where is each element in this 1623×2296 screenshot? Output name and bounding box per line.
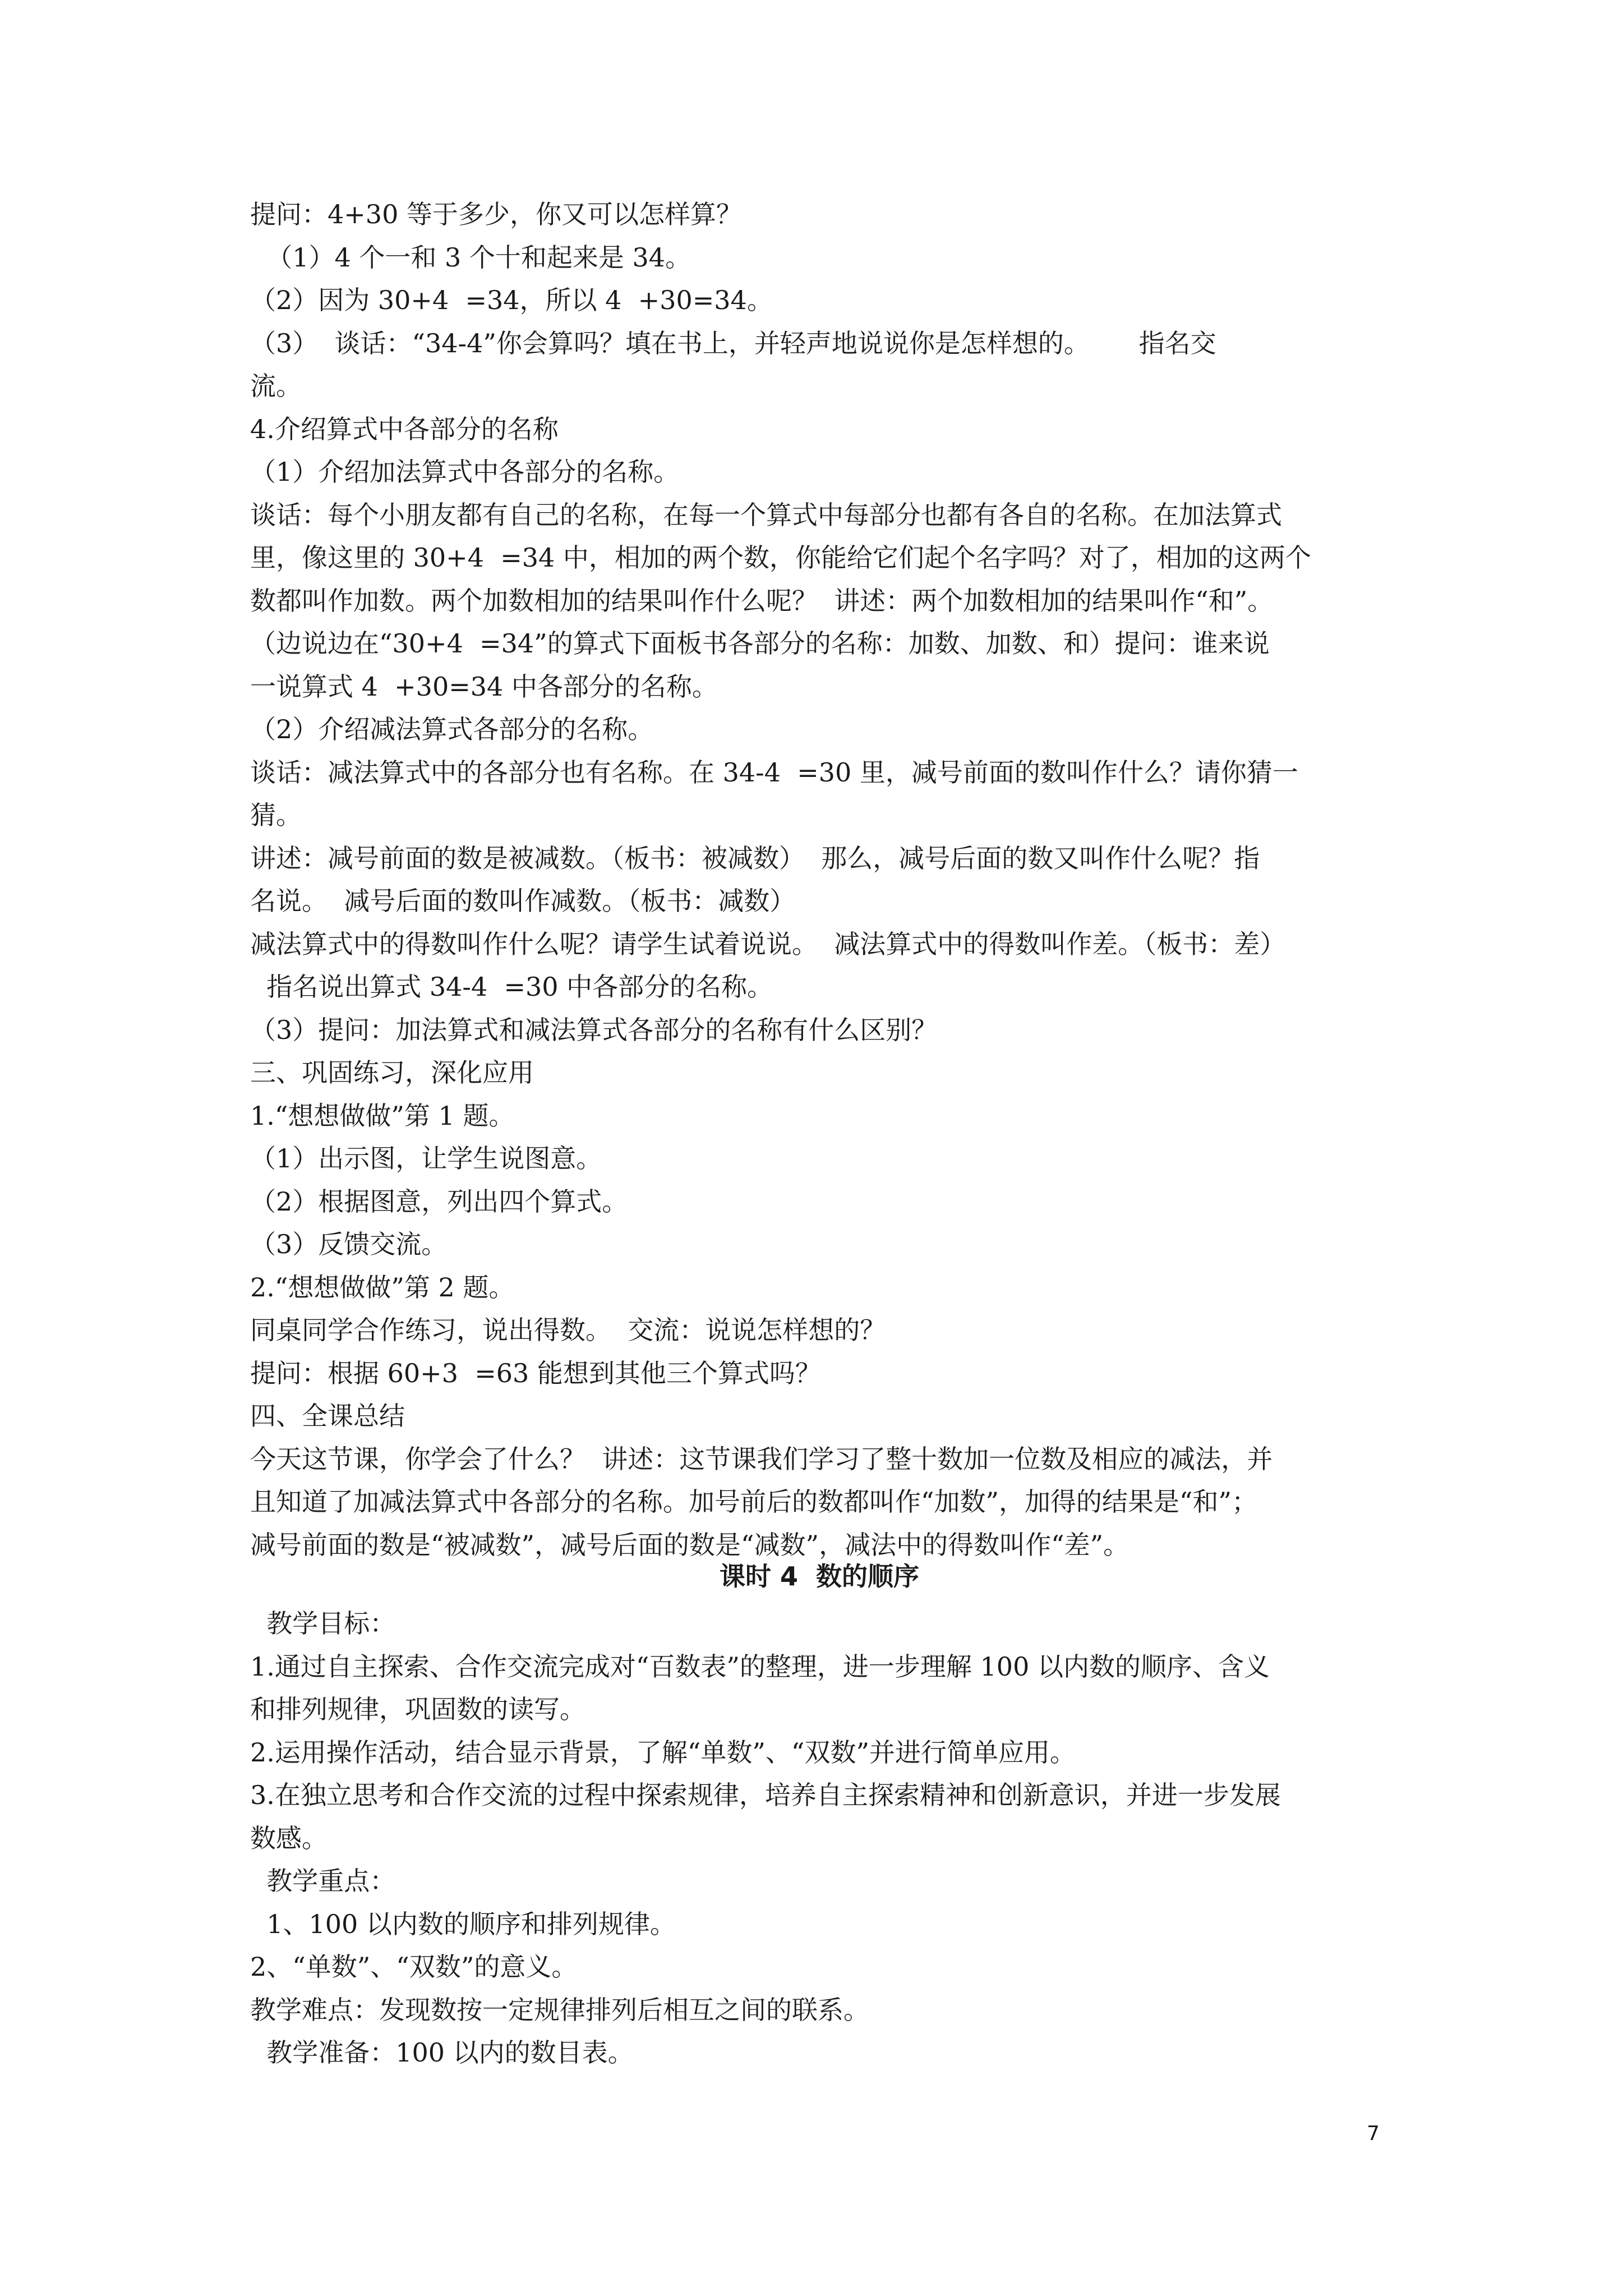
text-line: （1）介绍加法算式中各部分的名称。 [250,457,680,487]
text-line: （2）介绍减法算式各部分的名称。 [250,714,654,744]
text-line: 四、全课总结 [250,1401,405,1431]
text-line: 教学目标： [250,1608,396,1639]
text-line: 数感。 [250,1823,328,1853]
text-line: 2、“单数”、“双数”的意义。 [250,1952,578,1982]
text-line: 和排列规律，巩固数的读写。 [250,1694,585,1724]
text-line: 谈话：每个小朋友都有自己的名称，在每一个算式中每部分也都有各自的名称。在加法算式 [250,499,1282,530]
text-line: 今天这节课，你学会了什么？ 讲述：这节课我们学习了整十数加一位数及相应的减法，并 [250,1443,1273,1474]
text-line: 2.“想想做做”第 2 题。 [250,1272,515,1303]
text-line: 提问：根据 60+3 =63 能想到其他三个算式吗？ [250,1358,821,1388]
text-line: （3） 谈话：“34-4”你会算吗？填在书上，并轻声地说说你是怎样想的。 指名交 [250,328,1216,358]
text-line: 且知道了加减法算式中各部分的名称。加号前后的数都叫作“加数”，加得的结果是“和”； [250,1487,1258,1517]
text-line: 教学难点：发现数按一定规律排列后相互之间的联系。 [250,1994,869,2025]
text-line: （1）4 个一和 3 个十和起来是 34。 [250,242,691,273]
section-title: 课时 4 数的顺序 [719,1561,920,1591]
text-line: 一说算式 4 +30=34 中各部分的名称。 [250,671,718,702]
text-line: 谈话：减法算式中的各部分也有名称。在 34-4 =30 里，减号前面的数叫作什么？请你猜一 [250,757,1298,788]
text-line: 1、100 以内数的顺序和排列规律。 [250,1908,676,1939]
text-line: 1.通过自主探索、合作交流完成对“百数表”的整理，进一步理解 100 以内数的顺序、含义 [250,1651,1270,1682]
text-line: （2）因为 30+4 =34，所以 4 +30=34。 [250,285,773,315]
text-line: 讲述：减号前面的数是被减数。（板书：被减数） 那么，减号后面的数又叫作什么呢？指 [250,843,1260,873]
text-line: 数都叫作加数。两个加数相加的结果叫作什么呢？ 讲述：两个加数相加的结果叫作“和”。 [250,585,1274,616]
text-line: （3）反馈交流。 [250,1229,448,1259]
text-line: 减法算式中的得数叫作什么呢？请学生试着说说。 减法算式中的得数叫作差。（板书：差） [250,928,1286,959]
text-line: 三、巩固练习，深化应用 [250,1057,534,1088]
text-line: 提问：4+30 等于多少，你又可以怎样算？ [250,199,742,229]
text-line: 3.在独立思考和合作交流的过程中探索规律，培养自主探索精神和创新意识，并进一步发展 [250,1780,1281,1810]
text-line: 猜。 [250,800,302,830]
text-line: （3）提问：加法算式和减法算式各部分的名称有什么区别？ [250,1014,938,1045]
text-line: 教学重点： [250,1866,396,1896]
text-line: 流。 [250,371,302,401]
text-line: 1.“想想做做”第 1 题。 [250,1100,515,1131]
text-line: （2）根据图意，列出四个算式。 [250,1186,628,1217]
text-line: 教学准备：100 以内的数目表。 [250,2037,634,2068]
text-line: 指名说出算式 34-4 =30 中各部分的名称。 [250,972,773,1002]
text-line: （1）出示图，让学生说图意。 [250,1143,602,1174]
text-line: （边说边在“30+4 =34”的算式下面板书各部分的名称：加数、加数、和）提问：谁来说 [250,628,1270,659]
text-line: 2.运用操作活动，结合显示背景，了解“单数”、“双数”并进行简单应用。 [250,1737,1076,1768]
text-line: 减号前面的数是“被减数”，减号后面的数是“减数”，减法中的得数叫作“差”。 [250,1529,1129,1560]
text-line: 4.介绍算式中各部分的名称 [250,413,559,444]
text-line: 同桌同学合作练习，说出得数。 交流：说说怎样想的？ [250,1315,886,1345]
text-line: 名说。 减号后面的数叫作减数。（板书：减数） [250,886,796,916]
text-line: 里，像这里的 30+4 =34 中，相加的两个数，你能给它们起个名字吗？对了，相加的这两个 [250,542,1311,573]
page-number: 7 [1367,2122,1380,2145]
